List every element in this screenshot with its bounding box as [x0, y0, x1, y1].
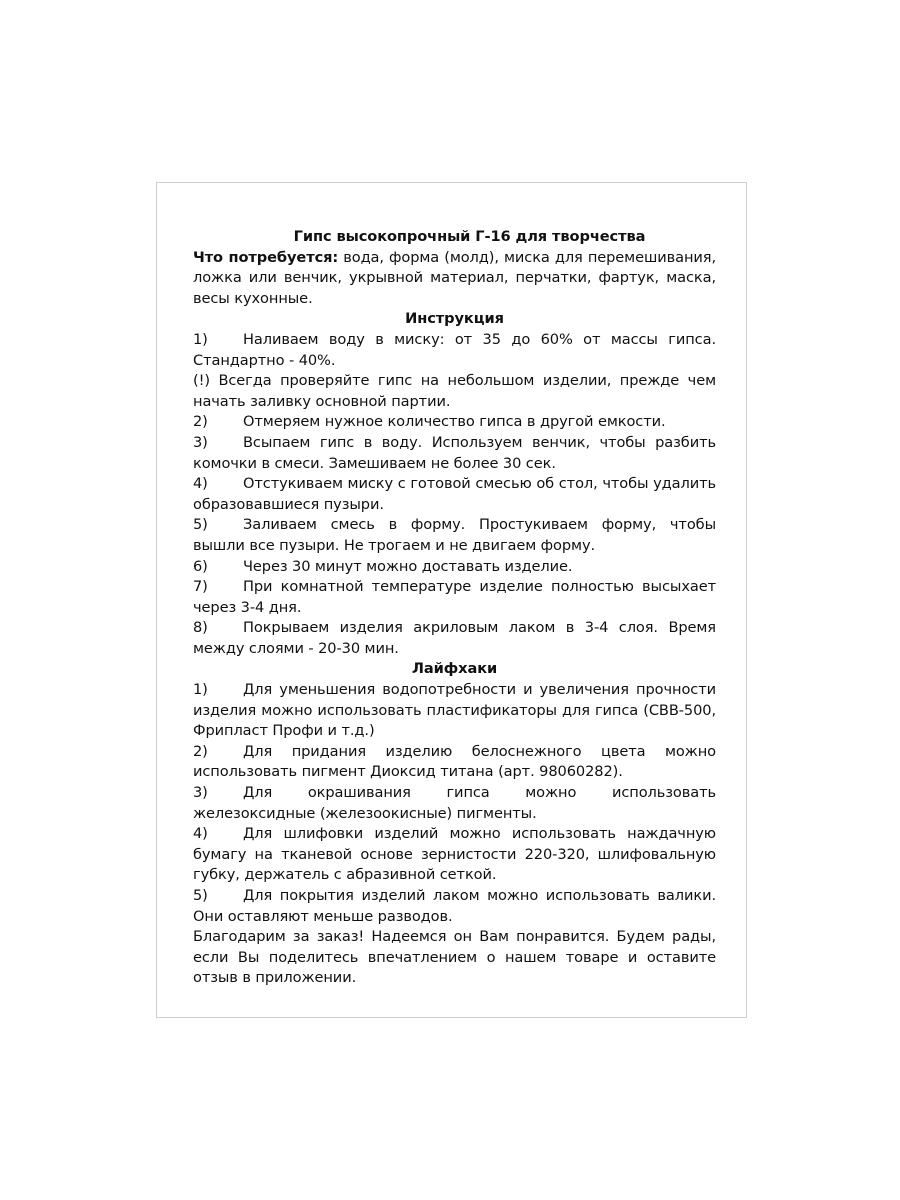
lifehack-number: 2)	[193, 742, 208, 760]
step-number: 6)	[193, 557, 208, 575]
instruction-step-1	[193, 330, 716, 371]
step-number: 7)	[193, 578, 208, 596]
step-text: Покрываем изделия акриловым лаком в 3-4 слоя. Время между слоями - 20-30 мин.	[193, 619, 716, 657]
step-text: Наливаем воду в миску: от 35 до 60% от массы гипса. Стандартно - 40%.	[193, 330, 716, 369]
instruction-heading: Инструкция	[405, 310, 504, 328]
lifehack-number: 1)	[193, 681, 208, 699]
step-number: 2)	[193, 413, 208, 431]
instruction-note: (!) Всегда проверяйте гипс на небольшом изделии, прежде чем начать заливку основной партии.	[193, 372, 716, 410]
step-number: 8)	[193, 619, 208, 637]
instruction-step-7	[193, 577, 716, 618]
lifehack-item-2	[193, 742, 716, 783]
needs-text: вода, форма (молд), миска для перемешивания, ложка или венчик, укрывной материал, перчатки, фартук, маска, весы кухонные.	[193, 248, 716, 307]
step-number: 1)	[193, 330, 208, 348]
step-text: Через 30 минут можно доставать изделие.	[243, 557, 573, 575]
lifehack-number: 3)	[193, 784, 208, 802]
step-text: Всыпаем гипс в воду. Используем венчик, чтобы разбить комочки в смеси. Замешиваем не более 30 сек.	[193, 433, 716, 472]
needs-paragraph	[193, 248, 716, 310]
lifehack-text: Для окрашивания гипса можно использовать железоксидные (железоокисные) пигменты.	[193, 784, 716, 822]
instruction-step-3	[193, 433, 716, 474]
step-text: Отстукиваем миску с готовой смесью об стол, чтобы удалить образовавшиеся пузыри.	[193, 475, 716, 513]
step-number: 4)	[193, 475, 208, 493]
closing-paragraph: Благодарим за заказ! Надеемся он Вам понравится. Будем рады, если Вы поделитесь впечатлением о нашем товаре и оставите отзыв в приложении.	[193, 928, 716, 987]
instruction-step-2	[193, 412, 716, 433]
lifehack-text: Для покрытия изделий лаком можно использовать валики. Они оставляют меньше разводов.	[193, 887, 716, 925]
step-number: 5)	[193, 516, 208, 534]
lifehack-item-3	[193, 783, 716, 824]
step-text: Отмеряем нужное количество гипса в другой емкости.	[243, 413, 666, 431]
lifehack-number: 4)	[193, 825, 208, 843]
lifehack-item-1	[193, 680, 716, 742]
instruction-step-6	[193, 557, 716, 578]
sheet-content	[193, 227, 716, 989]
step-text: При комнатной температуре изделие полностью высыхает через 3-4 дня.	[193, 578, 716, 616]
step-number: 3)	[193, 433, 208, 451]
document-title: Гипс высокопрочный Г-16 для творчества	[293, 228, 646, 245]
lifehack-number: 5)	[193, 887, 208, 904]
instruction-sheet	[156, 182, 747, 1018]
lifehack-text: Для придания изделию белоснежного цвета можно использовать пигмент Диоксид титана (арт. 98060282).	[193, 742, 716, 781]
lifehack-item-4	[193, 824, 716, 886]
step-text: Заливаем смесь в форму. Простукиваем форму, чтобы вышли все пузыри. Не трогаем и не двигаем форму.	[193, 516, 716, 554]
lifehack-item-5	[193, 886, 716, 927]
lifehacks-heading: Лайфхаки	[411, 660, 498, 678]
instruction-step-5	[193, 515, 716, 556]
instruction-step-8	[193, 618, 716, 659]
lifehack-text: Для уменьшения водопотребности и увеличения прочности изделия можно использовать пластификаторы для гипса (СВВ-500, Фрипласт Профи и т.д.)	[193, 681, 716, 740]
instruction-step-4	[193, 474, 716, 515]
needs-label: Что потребуется:	[193, 248, 339, 266]
lifehack-text: Для шлифовки изделий можно использовать наждачную бумагу на тканевой основе зернистости 220-320, шлифовальную губку, держатель с абразивной сеткой.	[193, 825, 716, 884]
